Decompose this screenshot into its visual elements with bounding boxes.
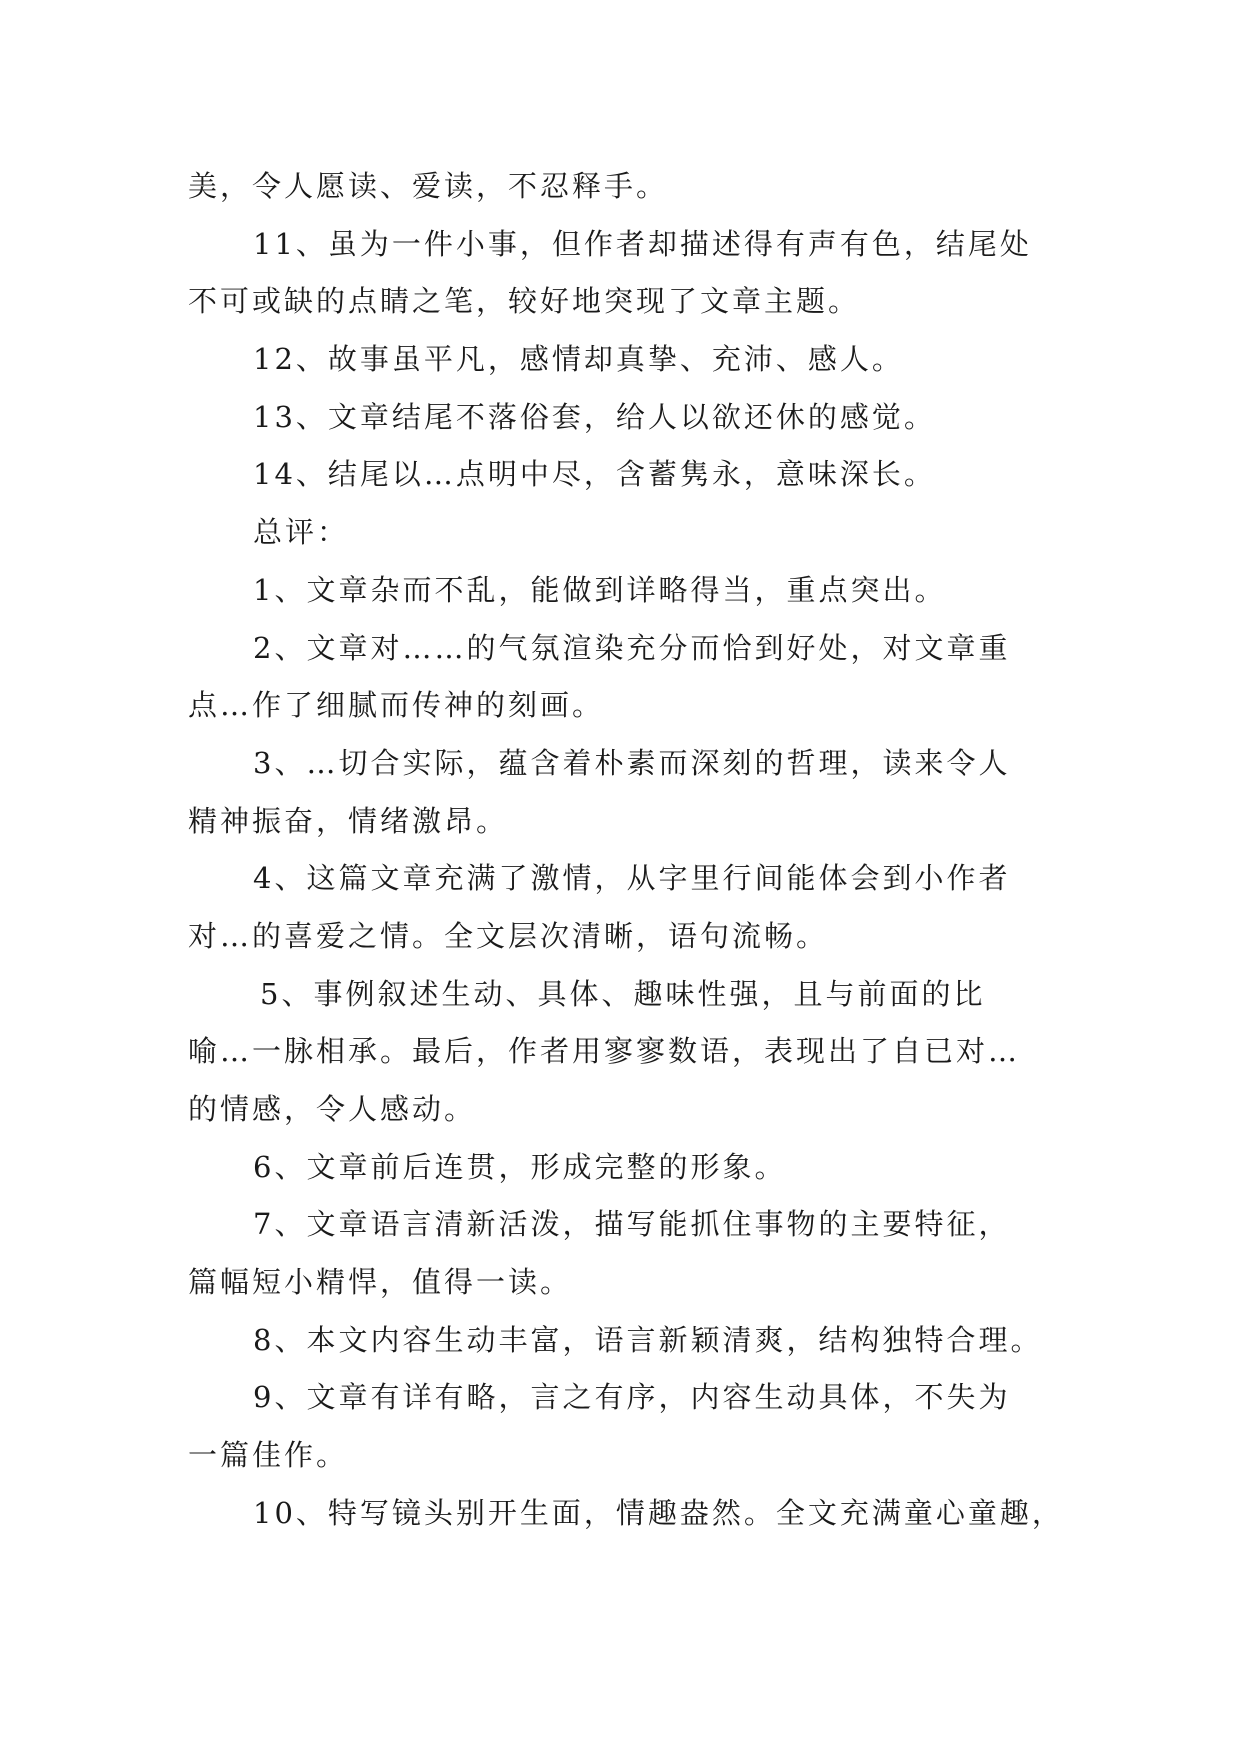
text-line: 喻…一脉相承。最后，作者用寥寥数语，表现出了自已对… <box>188 1034 1021 1069</box>
text-line: 不可或缺的点睛之笔，较好地突现了文章主题。 <box>188 284 861 319</box>
text-line: 12、故事虽平凡，感情却真挚、充沛、感人。 <box>253 342 904 377</box>
text-line: 精神振奋，情绪激昂。 <box>188 803 509 838</box>
text-line: 2、文章对……的气氛渲染充分而恰到好处，对文章重 <box>253 630 1011 665</box>
document-body <box>188 158 1068 1543</box>
text-line: 13、文章结尾不落俗套，给人以欲还休的感觉。 <box>253 399 936 434</box>
text-line: 1、文章杂而不乱，能做到详略得当，重点突出。 <box>253 572 947 607</box>
text-line: 3、…切合实际，蕴含着朴素而深刻的哲理，读来令人 <box>253 745 1011 780</box>
text-line: 14、结尾以…点明中尽，含蓄隽永，意味深长。 <box>253 457 936 492</box>
text-line: 4、这篇文章充满了激情，从字里行间能体会到小作者 <box>253 861 1011 896</box>
text-line: 美，令人愿读、爱读，不忍释手。 <box>188 169 669 203</box>
text-line: 的情感，令人感动。 <box>188 1092 477 1126</box>
text-line: 10、特写镜头别开生面，情趣盎然。全文充满童心童趣， <box>253 1495 1064 1530</box>
text-line: 7、文章语言清新活泼，描写能抓住事物的主要特征， <box>253 1207 1011 1242</box>
text-line: 篇幅短小精悍，值得一读。 <box>188 1265 573 1300</box>
text-line: 11、虽为一件小事，但作者却描述得有声有色，结尾处 <box>253 226 1032 261</box>
text-line: 8、本文内容生动丰富，语言新颖清爽，结构独特合理。 <box>253 1322 1043 1357</box>
section-heading: 总评： <box>253 515 350 550</box>
text-line: 6、文章前后连贯，形成完整的形象。 <box>253 1149 787 1184</box>
text-line: 5、事例叙述生动、具体、趣味性强，且与前面的比 <box>260 976 986 1011</box>
text-line: 点…作了细腻而传神的刻画。 <box>188 688 605 723</box>
text-line: 一篇佳作。 <box>188 1438 349 1473</box>
text-line: 对…的喜爱之情。全文层次清晰，语句流畅。 <box>188 918 829 953</box>
text-line: 9、文章有详有略，言之有序，内容生动具体，不失为 <box>253 1380 1011 1415</box>
